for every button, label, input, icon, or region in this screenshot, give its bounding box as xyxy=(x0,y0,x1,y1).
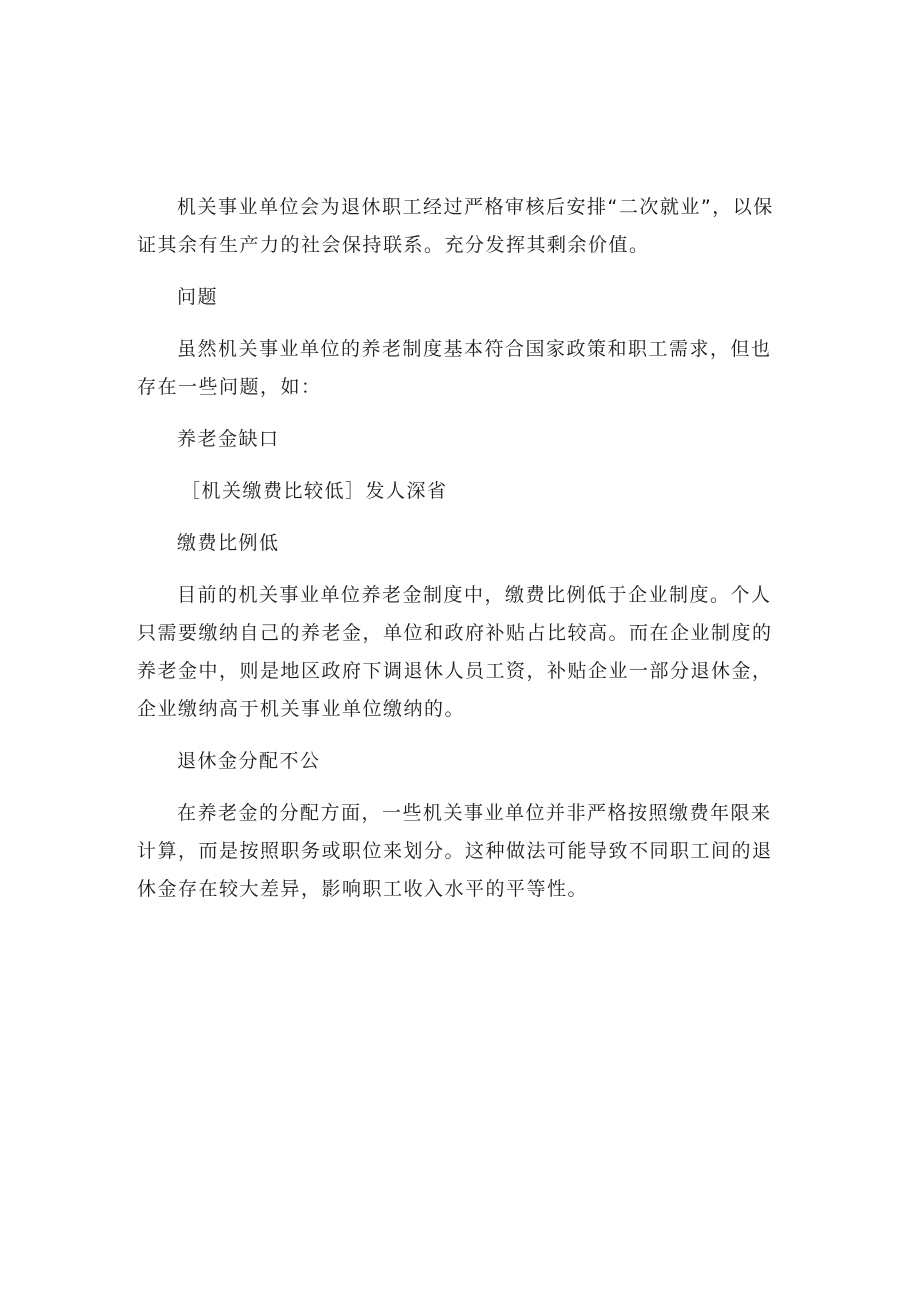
document-body xyxy=(137,188,782,908)
heading-unfair-distribution: 退休金分配不公 xyxy=(177,750,321,772)
paragraph-contribution-detail: 目前的机关事业单位养老金制度中，缴费比例低于企业制度。个人只需要缴纳自己的养老金，单位和政府补贴占比较高。而在企业制度的养老金中，则是地区政府下调退休人员工资，补贴企业一部分退休金，企业缴纳高于机关事业单位缴纳的。 xyxy=(137,584,773,720)
paragraph-gap xyxy=(137,562,782,576)
paragraph-second-employment: 机关事业单位会为退休职工经过严格审核后安排“二次就业”，以保证其余有生产力的社会保持联系。充分发挥其剩余价值。 xyxy=(137,196,774,256)
paragraph-gap xyxy=(137,406,782,420)
heading-low-contribution: 缴费比例低 xyxy=(177,532,280,554)
paragraph-problems-intro: 虽然机关事业单位的养老制度基本符合国家政策和职工需求，但也存在一些问题，如： xyxy=(137,338,772,398)
paragraph-gap xyxy=(137,780,782,794)
paragraph-gap xyxy=(137,510,782,524)
paragraph-gap xyxy=(137,728,782,742)
heading-problems: 问题 xyxy=(177,286,219,308)
paragraph-gap xyxy=(137,458,782,472)
bracket-note: ［机关缴费比较低］发人深省 xyxy=(181,480,448,502)
heading-pension-gap: 养老金缺口 xyxy=(177,428,280,450)
paragraph-distribution-detail: 在养老金的分配方面，一些机关事业单位并非严格按照缴费年限来计算，而是按照职务或职位来划分。这种做法可能导致不同职工间的退休金存在较大差异，影响职工收入水平的平等性。 xyxy=(137,802,773,900)
paragraph-gap xyxy=(137,316,782,330)
paragraph-gap xyxy=(137,264,782,278)
